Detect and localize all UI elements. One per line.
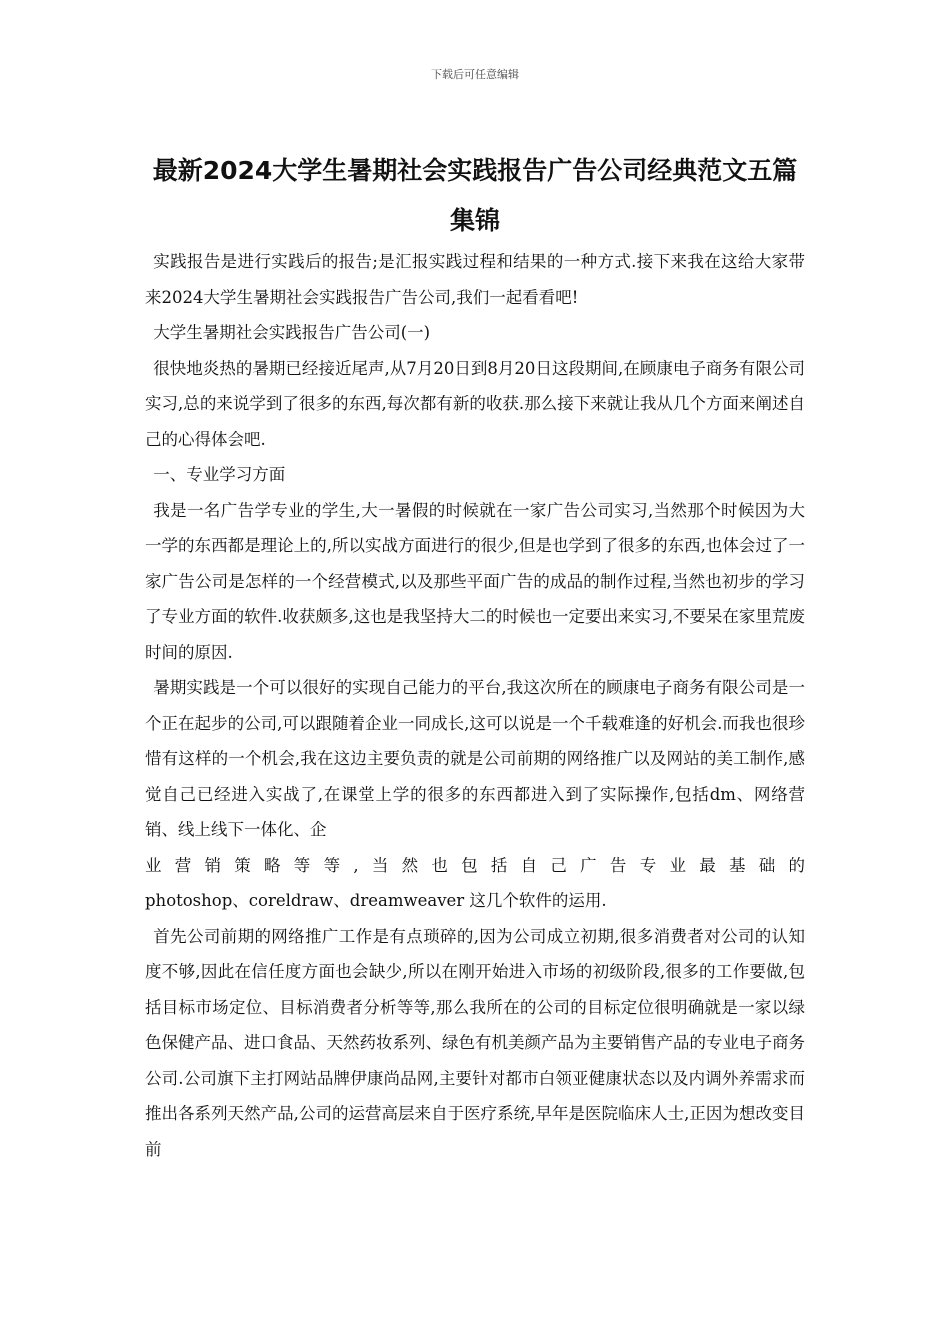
paragraph-summer-practice: 暑期实践是一个可以很好的实现自己能力的平台,我这次所在的顾康电子商务有限公司是一个正在起步的公司,可以跟随着企业一同成长,这可以说是一个千载难逢的好机会.而我也很珍惜有这样的一个机会,我在这边主要负责的就是公司前期的网络推广以及网站的美工制作,感觉自己已经进入实战了,在课堂上学的很多的东西都进入到了实际操作,包括dm、网络营销、线上线下一体化、企 bbox=[145, 678, 805, 839]
paragraph-summer-practice-cont: 业营销策略等等,当然也包括自己广告专业最基础的 bbox=[145, 855, 805, 875]
document-title: 最新2024大学生暑期社会实践报告广告公司经典范文五篇集锦 bbox=[152, 156, 798, 235]
paragraph-internship: 很快地炎热的暑期已经接近尾声,从7月20日到8月20日这段期间,在顾康电子商务有限公司实习,总的来说学到了很多的东西,每次都有新的收获.那么接下来就让我从几个方面来阐述自己的心得体会吧. bbox=[145, 358, 805, 449]
header-note: 下载后可任意编辑 bbox=[431, 68, 519, 81]
paragraph-major: 我是一名广告学专业的学生,大一暑假的时候就在一家广告公司实习,当然那个时候因为大一学的东西都是理论上的,所以实战方面进行的很少,但是也学到了很多的东西,也体会过了一家广告公司是怎样的一个经营模式,以及那些平面广告的成品的制作过程,当然也初步的学习了专业方面的软件.收获颇多,这也是我坚持大二的时候也一定要出来实习,不要呆在家里荒废时间的原因. bbox=[145, 500, 805, 662]
paragraph-software: photoshop、coreldraw、dreamweaver 这几个软件的运用. bbox=[145, 891, 607, 910]
paragraph-promotion: 首先公司前期的网络推广工作是有点琐碎的,因为公司成立初期,很多消费者对公司的认知度不够,因此在信任度方面也会缺少,所以在刚开始进入市场的初级阶段,很多的工作要做,包括目标市场定位、目标消费者分析等等,那么我所在的公司的目标定位很明确就是一家以绿色保健产品、进口食品、天然药妆系列、绿色有机美颜产品为主要销售产品的专业电子商务公司.公司旗下主打网站品牌伊康尚品网,主要针对都市白领亚健康状态以及内调外养需求而推出各系列天然产品,公司的运营高层来自于医疗系统,早年是医院临床人士,正因为想改变目前 bbox=[145, 926, 805, 1159]
paragraph-intro: 实践报告是进行实践后的报告;是汇报实践过程和结果的一种方式.接下来我在这给大家带来2024大学生暑期社会实践报告广告公司,我们一起看看吧! bbox=[145, 252, 805, 307]
document-body bbox=[145, 244, 805, 1167]
section-heading-part-one: 大学生暑期社会实践报告广告公司(一) bbox=[153, 323, 431, 342]
section-heading-professional-study: 一、专业学习方面 bbox=[153, 465, 286, 484]
